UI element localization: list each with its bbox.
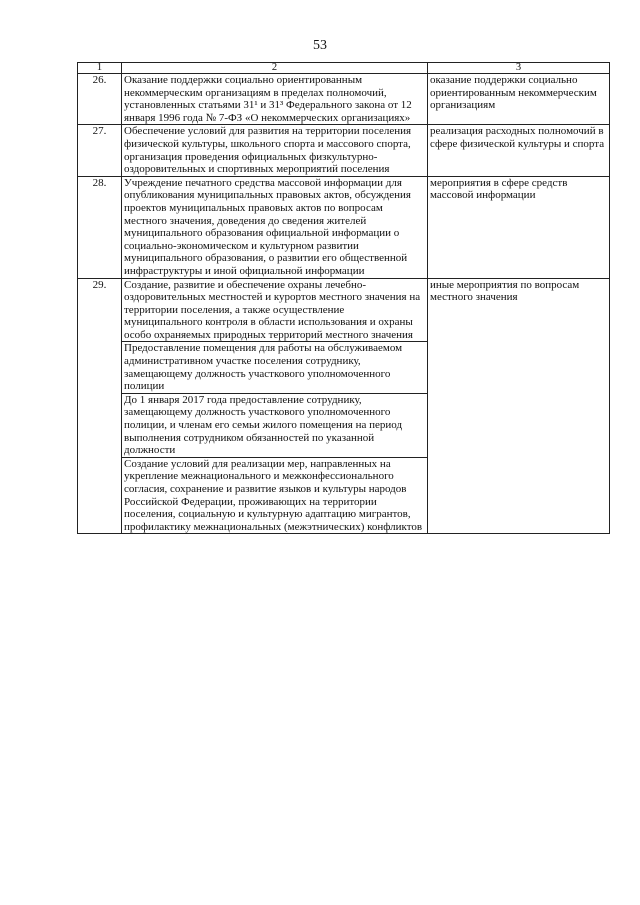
column-header: 1 bbox=[78, 63, 122, 74]
description-item: Обеспечение условий для развития на территории поселения физической культуры, школьного спорта и массового спорта, организация проведения официальных физкультурно-оздоровительных и спортивных мероприятий поселения bbox=[124, 125, 412, 176]
table-row bbox=[78, 125, 610, 176]
row-description bbox=[122, 125, 428, 176]
table-row bbox=[78, 74, 610, 125]
column-header: 2 bbox=[122, 63, 428, 74]
row-number: 28. bbox=[78, 176, 122, 278]
description-item: Создание, развитие и обеспечение охраны лечебно-оздоровительных местностей и курортов местного значения на территории поселения, а также осуществление муниципального контроля в области использования и охраны особо охраняемых природных территорий местного значения bbox=[124, 278, 421, 341]
description-item: Создание условий для реализации мер, направленных на укрепление межнационального и межконфессионального согласия, сохранение и развитие языков и культуры народов Российской Федерации, проживающих на территории поселения, социальную и культурную адаптацию мигрантов, профилактику межнациональных (межэтнических) конфликтов bbox=[122, 457, 427, 534]
budget-table bbox=[77, 62, 610, 534]
description-item: Учреждение печатного средства массовой информации для опубликования муниципальных правовых актов, обсуждения проектов муниципальных правовых актов по вопросам местного значения, доведения до сведения жителей муниципального образования официальной информации о социально-экономическом и культурном развитии муниципального образования, о развитии его общественной инфраструктуры и иной официальной информации bbox=[124, 176, 411, 277]
description-item: Предоставление помещения для работы на обслуживаемом административном участке поселения сотруднику, замещающему должность участкового уполномоченного полиции bbox=[122, 341, 427, 392]
row-number: 27. bbox=[78, 125, 122, 176]
row-description bbox=[122, 278, 428, 534]
description-item: Оказание поддержки социально ориентированным некоммерческим организациям в пределах полномочий, установленных статьями 31¹ и 31³ Федерального закона от 12 января 1996 года № 7-ФЗ «О некоммерческих организациях» bbox=[124, 74, 412, 124]
table-row bbox=[78, 278, 610, 534]
row-category: иные мероприятия по вопросам местного значения bbox=[428, 278, 610, 534]
page-number: 53 bbox=[313, 38, 327, 53]
row-description bbox=[122, 176, 428, 278]
row-number: 29. bbox=[78, 278, 122, 534]
row-category: оказание поддержки социально ориентированным некоммерческим организациям bbox=[428, 74, 610, 125]
row-category: реализация расходных полномочий в сфере физической культуры и спорта bbox=[428, 125, 610, 176]
table-header-row bbox=[78, 63, 610, 74]
row-number: 26. bbox=[78, 74, 122, 125]
row-description bbox=[122, 74, 428, 125]
description-item: До 1 января 2017 года предоставление сотруднику, замещающему должность участкового уполномоченного полиции, и членам его семьи жилого помещения на период выполнения сотрудником обязанностей по указанной должности bbox=[122, 393, 427, 457]
row-category: мероприятия в сфере средств массовой информации bbox=[428, 176, 610, 278]
column-header: 3 bbox=[428, 63, 610, 74]
table-row bbox=[78, 176, 610, 278]
